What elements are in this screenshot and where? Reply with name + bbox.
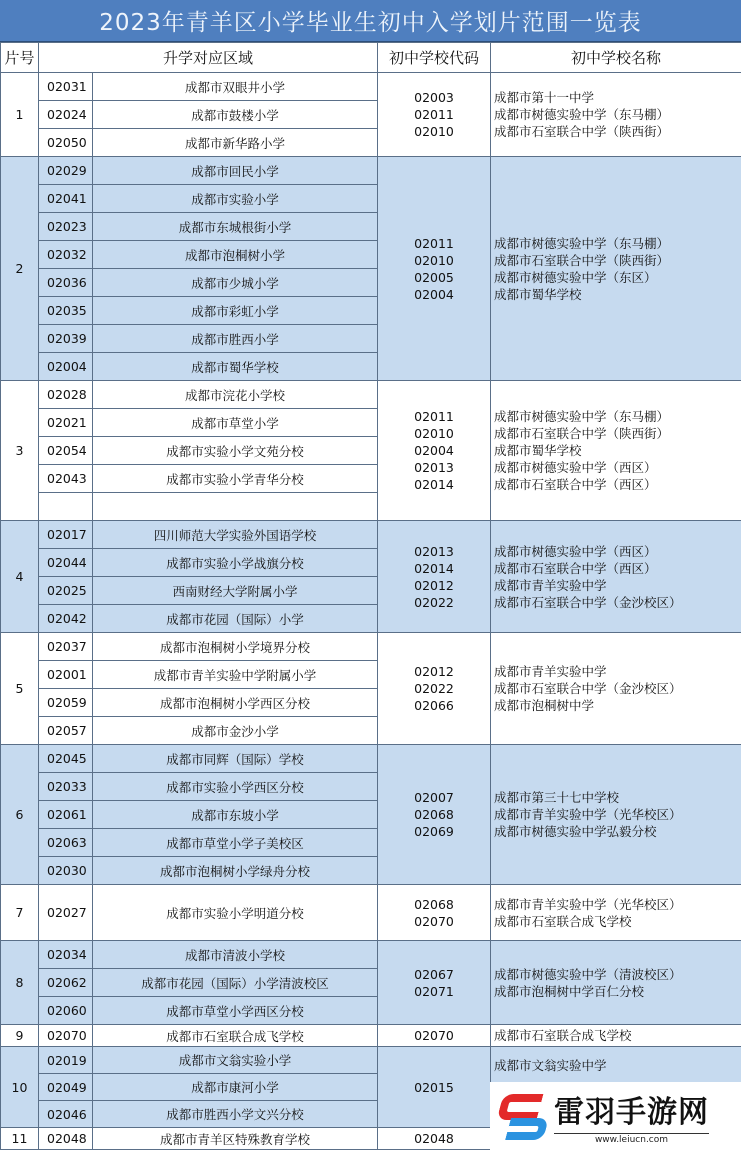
middle-school-code: 02068 <box>414 896 454 912</box>
middle-school-name: 成都市青羊实验中学 <box>494 577 607 593</box>
primary-school-name: 成都市胜西小学 <box>93 325 378 353</box>
middle-school-name: 成都市石室联合中学（金沙校区） <box>494 594 682 610</box>
primary-school-name: 成都市青羊区特殊教育学校 <box>93 1128 378 1150</box>
primary-school-code: 02057 <box>39 717 93 745</box>
zone-number: 4 <box>1 521 39 633</box>
table-row <box>1 73 741 101</box>
middle-school-name: 成都市青羊实验中学（光华校区） <box>494 807 682 822</box>
primary-school-code: 02042 <box>39 605 93 633</box>
middle-school-name: 成都市蜀华学校 <box>494 443 582 458</box>
watermark <box>490 1082 741 1150</box>
watermark-logo-icon <box>498 1088 548 1144</box>
primary-school-code: 02035 <box>39 297 93 325</box>
primary-school-code: 02030 <box>39 857 93 885</box>
middle-school-names <box>491 1025 741 1047</box>
middle-school-codes <box>378 941 491 1025</box>
middle-school-code: 02011 <box>414 409 454 424</box>
primary-school-code: 02043 <box>39 465 93 493</box>
table-row <box>1 941 741 969</box>
watermark-name: 雷羽手游网 <box>554 1095 709 1130</box>
middle-school-codes <box>378 1025 491 1047</box>
primary-school-code: 02021 <box>39 409 93 437</box>
primary-school-name: 成都市石室联合成飞学校 <box>93 1025 378 1047</box>
middle-school-name: 成都市树德实验中学（西区） <box>494 543 657 559</box>
primary-school-code: 02063 <box>39 829 93 857</box>
primary-school-name: 成都市金沙小学 <box>93 717 378 745</box>
primary-school-code: 02034 <box>39 941 93 969</box>
table-row <box>1 745 741 773</box>
table-row <box>1 521 741 549</box>
primary-school-name: 成都市双眼井小学 <box>93 73 378 101</box>
primary-school-name: 成都市清波小学校 <box>93 941 378 969</box>
primary-school-name: 成都市彩虹小学 <box>93 297 378 325</box>
primary-school-code: 02054 <box>39 437 93 465</box>
middle-school-code: 02069 <box>414 824 454 839</box>
middle-school-name: 成都市石室联合中学（西区） <box>494 560 657 576</box>
middle-school-code: 02048 <box>414 1131 454 1146</box>
middle-school-code: 02067 <box>414 966 454 982</box>
primary-school-code: 02017 <box>39 521 93 549</box>
primary-school-code: 02059 <box>39 689 93 717</box>
primary-school-code: 02024 <box>39 101 93 129</box>
middle-school-codes <box>378 885 491 941</box>
middle-school-code: 02011 <box>414 107 454 122</box>
primary-school-name: 成都市草堂小学子美校区 <box>93 829 378 857</box>
middle-school-code: 02013 <box>414 460 454 475</box>
middle-school-code: 02013 <box>414 543 454 559</box>
middle-school-name: 成都市树德实验中学（东马棚） <box>494 107 670 122</box>
table-row <box>1 1047 741 1074</box>
primary-school-code: 02032 <box>39 241 93 269</box>
middle-school-codes <box>378 745 491 885</box>
middle-school-code: 02022 <box>414 681 454 696</box>
middle-school-name: 成都市文翁实验中学 <box>494 1058 607 1073</box>
middle-school-code: 02012 <box>414 577 454 593</box>
middle-school-code: 02007 <box>414 790 454 805</box>
primary-school-code <box>39 493 93 521</box>
primary-school-code: 02050 <box>39 129 93 157</box>
middle-school-code: 02014 <box>414 477 454 492</box>
primary-school-code: 02062 <box>39 969 93 997</box>
primary-school-name: 成都市青羊实验中学附属小学 <box>93 661 378 689</box>
primary-school-code: 02049 <box>39 1074 93 1101</box>
primary-school-name: 四川师范大学实验外国语学校 <box>93 521 378 549</box>
middle-school-names <box>491 745 741 885</box>
middle-school-code: 02071 <box>414 983 454 999</box>
table-row <box>1 381 741 409</box>
primary-school-name: 成都市草堂小学 <box>93 409 378 437</box>
middle-school-code: 02004 <box>414 286 454 302</box>
primary-school-name: 成都市实验小学西区分校 <box>93 773 378 801</box>
zone-number: 10 <box>1 1047 39 1128</box>
primary-school-code: 02037 <box>39 633 93 661</box>
primary-school-name: 成都市东城根街小学 <box>93 213 378 241</box>
primary-school-name: 成都市新华路小学 <box>93 129 378 157</box>
middle-school-name: 成都市树德实验中学（西区） <box>494 460 657 475</box>
primary-school-code: 02044 <box>39 549 93 577</box>
middle-school-name: 成都市石室联合中学（西区） <box>494 477 657 492</box>
middle-school-code: 02012 <box>414 664 454 679</box>
primary-school-code: 02039 <box>39 325 93 353</box>
zone-number: 1 <box>1 73 39 157</box>
primary-school-code: 02004 <box>39 353 93 381</box>
primary-school-code: 02061 <box>39 801 93 829</box>
zone-number: 11 <box>1 1128 39 1150</box>
middle-school-name: 成都市青羊实验中学（光华校区） <box>494 896 682 912</box>
middle-school-name: 成都市石室联合中学（陕西街） <box>494 124 670 139</box>
middle-school-code: 02015 <box>414 1079 454 1095</box>
primary-school-code: 02036 <box>39 269 93 297</box>
header-school-code: 初中学校代码 <box>378 43 491 73</box>
middle-school-name: 成都市石室联合中学（陕西街） <box>494 252 670 268</box>
page-title: 2023年青羊区小学毕业生初中入学划片范围一览表 <box>0 0 741 42</box>
primary-school-code: 02041 <box>39 185 93 213</box>
middle-school-code: 02014 <box>414 560 454 576</box>
primary-school-name: 成都市泡桐树小学境界分校 <box>93 633 378 661</box>
primary-school-code: 02033 <box>39 773 93 801</box>
middle-school-name: 成都市树德实验中学（东马棚） <box>494 235 670 251</box>
middle-school-name: 成都市石室联合成飞学校 <box>494 1028 632 1043</box>
zone-number: 2 <box>1 157 39 381</box>
primary-school-name: 成都市泡桐树小学 <box>93 241 378 269</box>
middle-school-code: 02003 <box>414 90 454 105</box>
zone-number: 7 <box>1 885 39 941</box>
primary-school-code: 02070 <box>39 1025 93 1047</box>
primary-school-code: 02025 <box>39 577 93 605</box>
primary-school-code: 02046 <box>39 1101 93 1128</box>
middle-school-names <box>491 73 741 157</box>
middle-school-names <box>491 521 741 633</box>
primary-school-name: 成都市鼓楼小学 <box>93 101 378 129</box>
primary-school-name: 成都市泡桐树小学绿舟分校 <box>93 857 378 885</box>
header-zone-no: 片号 <box>1 43 39 73</box>
primary-school-name: 成都市草堂小学西区分校 <box>93 997 378 1025</box>
middle-school-codes <box>378 521 491 633</box>
primary-school-code: 02031 <box>39 73 93 101</box>
middle-school-codes <box>378 157 491 381</box>
primary-school-name: 成都市花园（国际）小学 <box>93 605 378 633</box>
primary-school-name: 成都市文翁实验小学 <box>93 1047 378 1074</box>
primary-school-name: 成都市蜀华学校 <box>93 353 378 381</box>
primary-school-code: 02029 <box>39 157 93 185</box>
primary-school-name: 成都市浣花小学校 <box>93 381 378 409</box>
header-area: 升学对应区域 <box>39 43 378 73</box>
primary-school-name: 成都市实验小学 <box>93 185 378 213</box>
primary-school-name: 成都市少城小学 <box>93 269 378 297</box>
middle-school-code: 02010 <box>414 124 454 139</box>
primary-school-name: 成都市东坡小学 <box>93 801 378 829</box>
middle-school-code: 02022 <box>414 594 454 610</box>
primary-school-code: 02028 <box>39 381 93 409</box>
middle-school-code: 02004 <box>414 443 454 458</box>
primary-school-name: 成都市实验小学战旗分校 <box>93 549 378 577</box>
zone-number: 5 <box>1 633 39 745</box>
middle-school-name: 成都市树德实验中学（东区） <box>494 269 657 285</box>
primary-school-name <box>93 493 378 521</box>
middle-school-codes <box>378 633 491 745</box>
middle-school-name: 成都市第十一中学 <box>494 90 595 105</box>
middle-school-name: 成都市石室联合中学（金沙校区） <box>494 681 682 696</box>
middle-school-name: 成都市树德实验中学（东马棚） <box>494 409 670 424</box>
middle-school-codes <box>378 1128 491 1150</box>
middle-school-code: 02070 <box>414 1028 454 1043</box>
primary-school-code: 02045 <box>39 745 93 773</box>
zone-number: 8 <box>1 941 39 1025</box>
table-header <box>1 43 741 73</box>
table-row <box>1 885 741 941</box>
middle-school-name: 成都市第三十七中学校 <box>494 790 620 805</box>
middle-school-code: 02011 <box>414 235 454 251</box>
primary-school-name: 西南财经大学附属小学 <box>93 577 378 605</box>
table-row <box>1 157 741 185</box>
middle-school-names <box>491 381 741 521</box>
primary-school-name: 成都市同辉（国际）学校 <box>93 745 378 773</box>
middle-school-names <box>491 633 741 745</box>
middle-school-name: 成都市泡桐树中学百仁分校 <box>494 983 645 999</box>
middle-school-codes <box>378 381 491 521</box>
zone-number: 6 <box>1 745 39 885</box>
primary-school-name: 成都市实验小学明道分校 <box>93 885 378 941</box>
primary-school-code: 02019 <box>39 1047 93 1074</box>
middle-school-code: 02068 <box>414 807 454 822</box>
primary-school-name: 成都市回民小学 <box>93 157 378 185</box>
middle-school-code: 02066 <box>414 698 454 713</box>
middle-school-code: 02010 <box>414 426 454 441</box>
primary-school-code: 02060 <box>39 997 93 1025</box>
middle-school-code: 02010 <box>414 252 454 268</box>
middle-school-name: 成都市青羊实验中学 <box>494 664 607 679</box>
zone-number: 9 <box>1 1025 39 1047</box>
primary-school-name: 成都市泡桐树小学西区分校 <box>93 689 378 717</box>
middle-school-name: 成都市石室联合中学（陕西街） <box>494 426 670 441</box>
primary-school-name: 成都市实验小学青华分校 <box>93 465 378 493</box>
middle-school-name: 成都市蜀华学校 <box>494 286 582 302</box>
middle-school-codes <box>378 1047 491 1128</box>
primary-school-code: 02027 <box>39 885 93 941</box>
middle-school-name: 成都市泡桐树中学 <box>494 698 595 713</box>
middle-school-names <box>491 941 741 1025</box>
primary-school-name: 成都市花园（国际）小学清波校区 <box>93 969 378 997</box>
middle-school-name: 成都市石室联合成飞学校 <box>494 913 632 929</box>
middle-school-name: 成都市树德实验中学弘毅分校 <box>494 824 657 839</box>
middle-school-code: 02005 <box>414 269 454 285</box>
primary-school-code: 02023 <box>39 213 93 241</box>
primary-school-name: 成都市实验小学文苑分校 <box>93 437 378 465</box>
table-row <box>1 1025 741 1047</box>
middle-school-codes <box>378 73 491 157</box>
zone-number: 3 <box>1 381 39 521</box>
primary-school-name: 成都市胜西小学文兴分校 <box>93 1101 378 1128</box>
middle-school-name: 成都市树德实验中学（清波校区） <box>494 966 682 982</box>
primary-school-code: 02001 <box>39 661 93 689</box>
primary-school-code: 02048 <box>39 1128 93 1150</box>
zoning-table <box>0 42 741 1150</box>
middle-school-names <box>491 885 741 941</box>
primary-school-name: 成都市康河小学 <box>93 1074 378 1101</box>
header-school-name: 初中学校名称 <box>491 43 741 73</box>
table-row <box>1 633 741 661</box>
middle-school-names <box>491 157 741 381</box>
watermark-url: www.leiucn.com <box>554 1133 709 1145</box>
middle-school-code: 02070 <box>414 913 454 929</box>
